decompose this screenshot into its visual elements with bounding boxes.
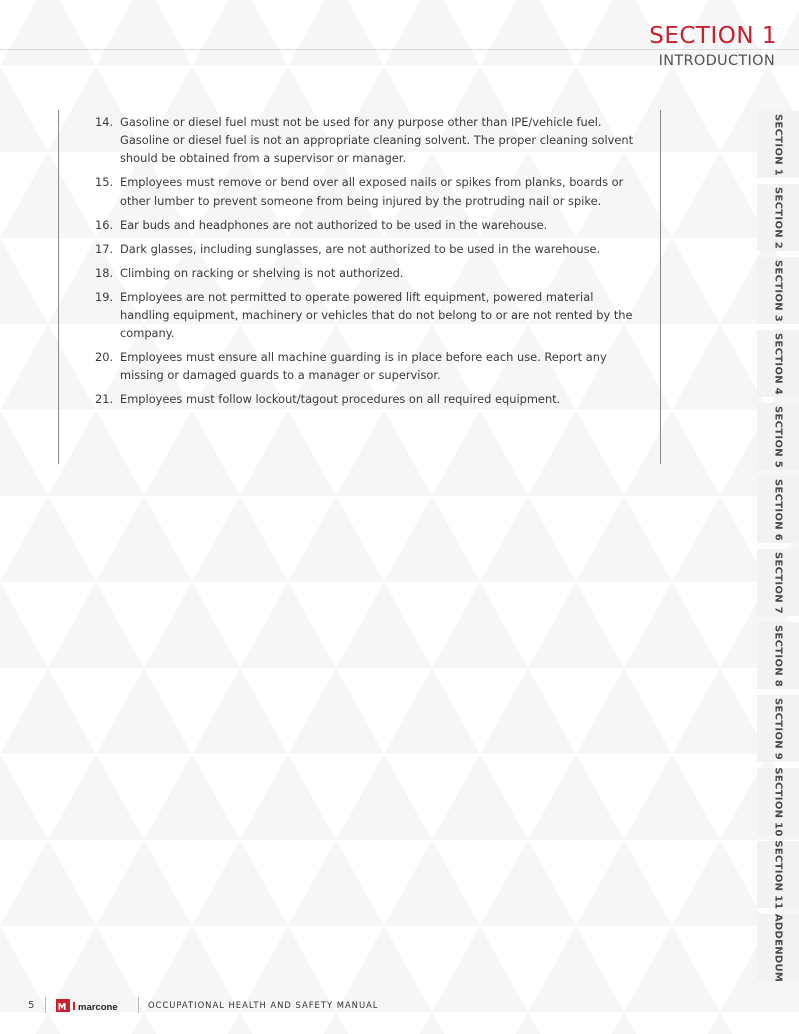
rule-item [95,173,635,209]
page-number: 5 [28,1000,35,1011]
section-subtitle: INTRODUCTION [658,53,775,69]
rule-number: 18. [95,265,114,280]
rule-number: 21. [95,392,114,407]
rule-number: 20. [95,350,114,365]
tab-label: SECTION 8 [772,624,784,687]
footer-divider [45,997,46,1013]
rule-text: Employees must follow lockout/tagout procedures on all required equipment. [120,392,561,407]
rule-text: Employees must remove or bend over all exposed nails or spikes from planks, boards or other lumber to prevent someone from being injured by the protruding nail or spike. [120,175,624,208]
rule-item [95,264,635,282]
rule-text: Gasoline or diesel fuel must not be used for any purpose other than IPE/vehicle fuel. Gasoline or diesel fuel is not an appropriate cleaning solvent. The proper cleaning solvent should be obtained from a supervisor or manager. [120,115,634,166]
page-footer [0,994,799,1018]
tab-section-9[interactable] [757,695,799,762]
rules-content-box [58,110,661,464]
section-tab-navigation [757,111,799,987]
rule-text: Employees are not permitted to operate powered lift equipment, powered material handling equipment, machinery or vehicles that do not belong to or are not rented by the company. [120,289,633,341]
rules-list [95,113,635,414]
rule-text: Dark glasses, including sunglasses, are not authorized to be used in the warehouse. [120,241,601,256]
tab-label: SECTION 6 [772,478,784,541]
rule-number: 17. [95,241,114,256]
rule-item [95,216,635,234]
tab-section-5[interactable] [757,403,799,470]
manual-title: OCCUPATIONAL HEALTH AND SAFETY MANUAL [148,1000,379,1010]
tab-label: SECTION 3 [772,259,784,322]
rule-text: Climbing on racking or shelving is not authorized. [120,265,404,280]
tab-label: SECTION 2 [772,186,784,249]
tab-label: SECTION 7 [772,551,784,614]
rule-item [95,113,635,168]
tab-label: SECTION 1 [772,113,784,176]
tab-section-8[interactable] [757,622,799,689]
tab-label: SECTION 4 [772,332,784,395]
tab-section-10[interactable] [757,768,799,835]
rule-text: Employees must ensure all machine guarding is in place before each use. Report any missing or damaged guards to a manager or supervisor. [120,350,607,383]
section-title: SECTION 1 [649,23,777,49]
tab-label: SECTION 10 [772,766,784,837]
tab-section-1[interactable] [757,111,799,178]
tab-addendum[interactable] [757,914,799,981]
tab-label: SECTION 5 [772,405,784,468]
tab-section-7[interactable] [757,549,799,616]
tab-label: SECTION 11 [772,839,784,910]
rule-number: 19. [95,289,114,304]
tab-label: ADDENDUM [772,913,784,982]
rule-item [95,390,635,408]
rule-number: 15. [95,175,114,190]
tab-section-3[interactable] [757,257,799,324]
logo-text: marcone [78,1002,118,1013]
tab-section-11[interactable] [757,841,799,908]
footer-divider [138,997,139,1013]
tab-section-4[interactable] [757,330,799,397]
rule-number: 16. [95,217,114,232]
tab-section-6[interactable] [757,476,799,543]
rule-item [95,240,635,258]
rule-item [95,348,635,384]
rule-number: 14. [95,115,114,129]
marcone-logo [56,997,130,1014]
rule-text: Ear buds and headphones are not authorized to be used in the warehouse. [120,217,548,232]
tab-label: SECTION 9 [772,697,784,760]
rule-item [95,288,635,343]
tab-section-2[interactable] [757,184,799,251]
